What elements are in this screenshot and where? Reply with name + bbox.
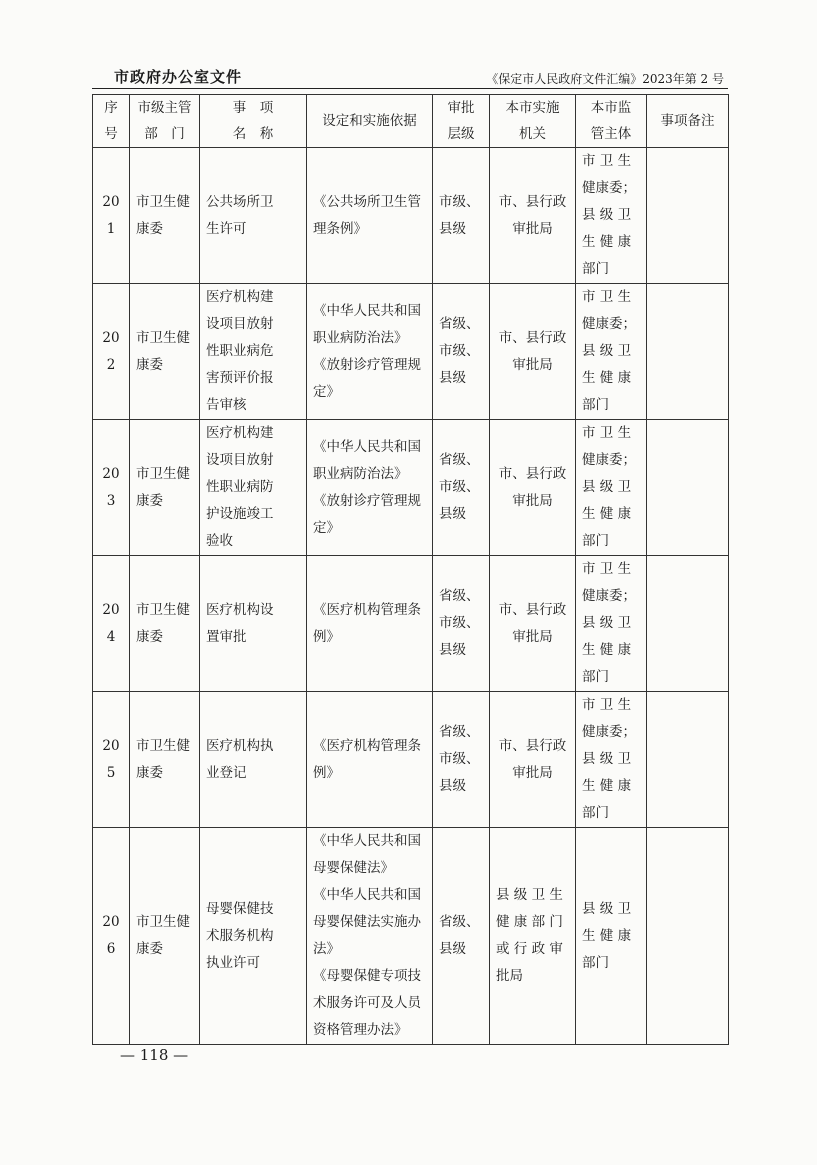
- approval-items-table: [92, 94, 729, 1045]
- col-header-org: 本市实施 机关: [490, 95, 576, 148]
- row-basis: 《中华人民共和国 职业病防治法》 《放射诊疗管理规 定》: [307, 420, 433, 556]
- row-supervisor: 市 卫 生 健康委； 县 级 卫 生 健 康 部门: [576, 692, 647, 828]
- table-row: [93, 692, 729, 828]
- row-name: 医疗机构设 置审批: [200, 556, 307, 692]
- row-basis: 《医疗机构管理条 例》: [307, 556, 433, 692]
- row-org: 市、县行政 审批局: [490, 556, 576, 692]
- row-basis: 《中华人民共和国 职业病防治法》 《放射诊疗管理规 定》: [307, 284, 433, 420]
- row-note: [647, 692, 729, 828]
- row-no: 206: [93, 828, 130, 1045]
- row-basis: 《医疗机构管理条 例》: [307, 692, 433, 828]
- col-header-basis: 设定和实施依据: [307, 95, 433, 148]
- row-dept: 市卫生健 康委: [130, 828, 200, 1045]
- row-level: 省级、 市级、 县级: [433, 556, 490, 692]
- header-office-title: 市政府办公室文件: [114, 68, 243, 86]
- row-dept: 市卫生健 康委: [130, 420, 200, 556]
- row-level: 省级、 县级: [433, 828, 490, 1045]
- row-level: 省级、 市级、 县级: [433, 692, 490, 828]
- row-org: 市、县行政 审批局: [490, 420, 576, 556]
- row-note: [647, 420, 729, 556]
- row-dept: 市卫生健 康委: [130, 284, 200, 420]
- row-level: 省级、 市级、 县级: [433, 284, 490, 420]
- row-no: 204: [93, 556, 130, 692]
- row-supervisor: 市 卫 生 健康委； 县 级 卫 生 健 康 部门: [576, 148, 647, 284]
- row-name: 医疗机构建 设项目放射 性职业病危 害预评价报 告审核: [200, 284, 307, 420]
- col-header-level: 审批 层级: [433, 95, 490, 148]
- row-note: [647, 556, 729, 692]
- row-supervisor: 市 卫 生 健康委； 县 级 卫 生 健 康 部门: [576, 556, 647, 692]
- row-supervisor: 市 卫 生 健康委； 县 级 卫 生 健 康 部门: [576, 284, 647, 420]
- table-row: [93, 828, 729, 1045]
- row-no: 201: [93, 148, 130, 284]
- row-org: 市、县行政 审批局: [490, 692, 576, 828]
- row-dept: 市卫生健 康委: [130, 692, 200, 828]
- row-basis: 《公共场所卫生管 理条例》: [307, 148, 433, 284]
- row-supervisor: 市 卫 生 健康委； 县 级 卫 生 健 康 部门: [576, 420, 647, 556]
- row-dept: 市卫生健 康委: [130, 556, 200, 692]
- page-number: — 118 —: [120, 1046, 189, 1064]
- row-name: 母婴保健技 术服务机构 执业许可: [200, 828, 307, 1045]
- row-basis: 《中华人民共和国 母婴保健法》 《中华人民共和国 母婴保健法实施办 法》 《母婴保健专项技 术服务许可及人员 资格管理办法》: [307, 828, 433, 1045]
- row-org: 市、县行政 审批局: [490, 284, 576, 420]
- header-rule: [92, 88, 728, 89]
- table-row: [93, 556, 729, 692]
- row-name: 医疗机构建 设项目放射 性职业病防 护设施竣工 验收: [200, 420, 307, 556]
- row-level: 市级、 县级: [433, 148, 490, 284]
- col-header-no: 序 号: [93, 95, 130, 148]
- row-name: 公共场所卫 生许可: [200, 148, 307, 284]
- row-level: 省级、 市级、 县级: [433, 420, 490, 556]
- row-no: 202: [93, 284, 130, 420]
- table-row: [93, 284, 729, 420]
- row-no: 205: [93, 692, 130, 828]
- row-name: 医疗机构执 业登记: [200, 692, 307, 828]
- row-org: 市、县行政 审批局: [490, 148, 576, 284]
- col-header-note: 事项备注: [647, 95, 729, 148]
- col-header-name: 事 项 名 称: [200, 95, 307, 148]
- row-note: [647, 828, 729, 1045]
- row-org: 县 级 卫 生 健 康 部 门 或 行 政 审 批局: [490, 828, 576, 1045]
- row-no: 203: [93, 420, 130, 556]
- row-note: [647, 284, 729, 420]
- row-dept: 市卫生健 康委: [130, 148, 200, 284]
- row-note: [647, 148, 729, 284]
- header-publication-title: 《保定市人民政府文件汇编》2023年第 2 号: [486, 72, 724, 86]
- table-row: [93, 148, 729, 284]
- table-header-row: [93, 95, 729, 148]
- col-header-dept: 市级主管 部 门: [130, 95, 200, 148]
- col-header-supervisor: 本市监 管主体: [576, 95, 647, 148]
- row-supervisor: 县 级 卫 生 健 康 部门: [576, 828, 647, 1045]
- table-row: [93, 420, 729, 556]
